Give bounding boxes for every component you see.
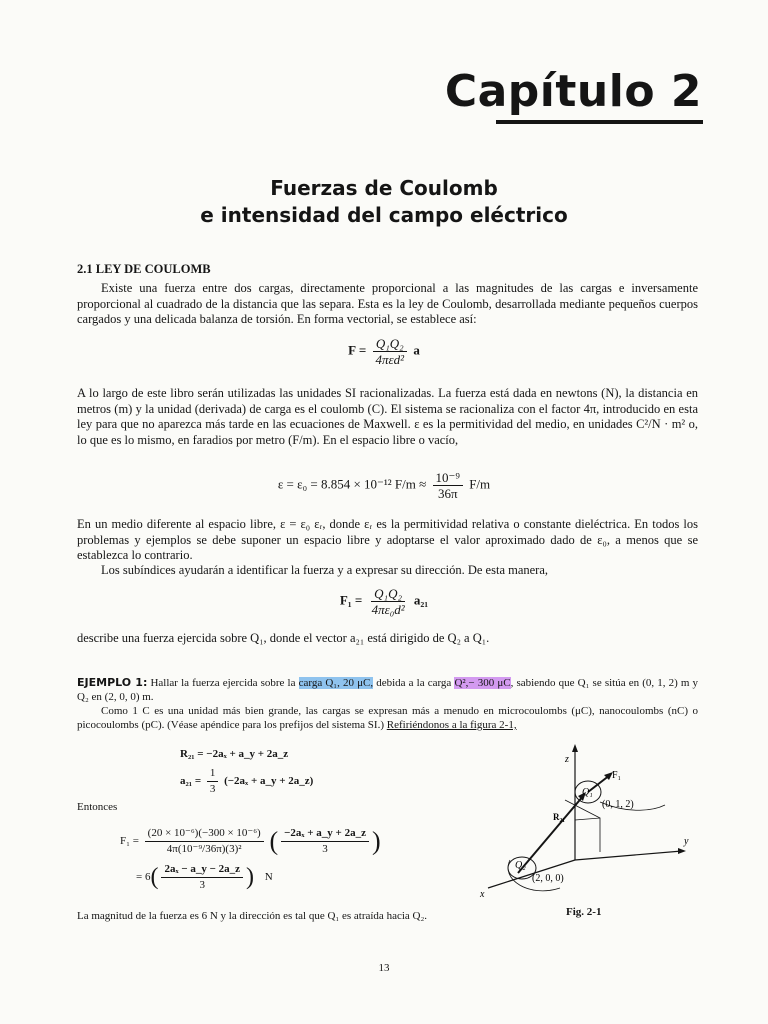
figure-caption: Fig. 2-1 [566,906,602,918]
equation-f1-result: = 6( $\frac{\text{2aₓ − a\_y − 2a\_z}}{3}$ ) N [136,863,273,891]
point2-label: (2, 0, 0) [532,873,564,884]
section-heading: 2.1 LEY DE COULOMB [77,262,211,276]
a21-lhs: a₂₁ = [180,775,202,788]
eq1-fraction [373,336,408,367]
equation-f1-value: F₁ = $\frac{\text{(20 × 10⁻⁶)(−300 × 10⁻⁶)}}{\text{4π(10⁻⁹/36π)(3)²}}$ ( $\frac{\text{−2aₓ + a\_y + 2a\_z}}{3}$ ) [120,826,381,856]
x-label: x [480,889,485,900]
equation-r21 [180,748,288,760]
q2-label: Q₂ [515,860,526,871]
eq3-rhs: a₂₁ [413,592,429,608]
eq1-rhs: a [413,342,420,358]
eq1-denominator: 4πεd² [375,352,405,367]
example-text-b: debida a la carga [376,677,452,689]
y-axis-arrow [678,848,686,854]
z-label: z [565,754,569,765]
figure-2-1-diagram [470,740,720,900]
f2-fraction [161,862,243,893]
eq3-fraction [369,586,408,617]
equation-coulomb-force [0,336,768,367]
chapter-rule [496,120,703,124]
eq2-denominator: 36π [437,486,458,501]
eq3-numerator: Q₁Q₂ [371,586,405,602]
f1-fraction [145,826,264,857]
f2-num: 2aₓ − a_y − 2a_z [161,862,243,878]
z-axis-arrow [572,744,578,752]
q1-guide [565,800,600,818]
q1-label: Q₁ [582,787,593,798]
f2-den: 3 [199,879,205,891]
f1-vnum: −2aₓ + a_y + 2a_z [281,826,369,842]
example-units-text: Como 1 C es una unidad más bien grande, las cargas se expresan más a menudo en microcoulombs (μC), nanocoulombs (nC) o picocoulombs (pC). (Véase apéndice para los prefijos del sistema SI.) [77,705,698,731]
eq2-fraction [433,470,463,501]
f1-label: F₁ [612,770,622,781]
equation-permittivity [0,470,768,501]
example-paragraph-units [77,704,698,732]
equation-a21 [180,766,313,797]
r21-expression: R₂₁ = −2aₓ + a_y + 2a_z [180,748,289,760]
eq1-numerator: Q₁Q₂ [373,336,407,352]
example-label: EJEMPLO 1: [77,676,148,689]
a21-fraction [207,766,219,797]
eq2-rhs: F/m [469,476,491,492]
q1-projection [575,818,600,852]
f1-vector-fraction [281,826,369,857]
r21-label: R₂₁ [553,812,565,822]
a21-rhs: (−2aₓ + a_y + 2a_z) [224,775,314,788]
paragraph-relative-permittivity: En un medio diferente al espacio libre, ε = ε₀ εᵣ, donde εᵣ es la permitividad relativa o constante dieléctrica. En todos los problemas y ejemplos se debe suponer un espacio libre y adoptarse el valor aproximado dado de ε₀, a menos que se establezca lo contrario. [77,517,698,562]
figure-reference: Refiriéndonos a la figura 2-1, [386,719,517,731]
a21-num: 1 [207,766,219,782]
equation-force-f1 [0,586,768,617]
f1-vden: 3 [322,843,328,855]
paragraph-subscripts: Los subíndices ayudarán a identificar la fuerza y a expresar su dirección. De esta manera, [101,563,549,577]
eq2-numerator: 10⁻⁹ [433,470,463,486]
f2-unit: N [264,871,273,884]
label-entonces: Entonces [77,801,118,813]
highlight-charge-q1: carga Q₁, 20 μC, [298,677,374,689]
paragraph-force-direction: describe una fuerza ejercida sobre Q₁, donde el vector a₂₁ está dirigido de Q₂ a Q₁. [77,631,490,645]
f1-num: (20 × 10⁻⁶)(−300 × 10⁻⁶) [145,826,264,842]
r21-vector [518,795,584,873]
example-text-a: Hallar la fuerza ejercida sobre la [150,677,296,689]
y-axis [575,851,682,860]
f2-lhs: = 6 [136,871,151,884]
a21-den: 3 [209,783,216,795]
eq1-lhs: F = [348,342,367,358]
paragraph-si-units: A lo largo de este libro serán utilizadas las unidades SI racionalizadas. La fuerza está dada en newtons (N), la distancia en metros (m) y la unidad (derivada) de carga es el coulomb (C). El sistema se racionaliza con el factor 4π, introducido en esta ley para que no aparezca más tarde en las ecuaciones de Maxwell. ε es la permitividad del medio, en unidades C²/N · m² o, lo que es lo mismo, en faradios por metro (F/m). En el espacio libre o vacío, [77,386,698,447]
eq3-lhs: F₁ = [339,592,363,608]
example-statement [77,676,698,704]
eq3-denominator: 4πε₀d² [371,602,405,617]
f1-den: 4π(10⁻⁹/36π)(3)² [166,843,242,855]
page-number: 13 [378,962,390,974]
highlight-charge-q2: Q²,− 300 μC [454,677,511,689]
chapter-title-line1: Fuerzas de Coulomb [270,176,498,200]
eq2-lhs: ε = ε₀ = 8.854 × 10⁻¹² F/m ≈ [277,476,427,492]
example-text-c: , sabiendo que Q₁ se sitúa en (0, 1, 2) m y Q₂ en (2, 0, 0) m. [77,677,699,703]
f1-lhs: F₁ = [120,835,139,848]
paragraph-coulomb-law: Existe una fuerza entre dos cargas, directamente proporcional a las magnitudes de las cargas e inversamente proporcional al cuadrado de la distancia que las separa. Esta es la ley de Coulomb, desarrollada mediante pequeños cuerpos cargados y una delicada balanza de torsión. En forma vectorial, se establece así: [77,281,698,326]
chapter-heading: Capítulo 2 [444,66,702,117]
example-conclusion: La magnitud de la fuerza es 6 N y la dirección es tal que Q₁ es atraída hacia Q₂. [77,910,428,922]
point1-label: (0, 1, 2) [602,799,634,810]
y-label: y [684,836,689,847]
chapter-title-line2: e intensidad del campo eléctrico [200,203,568,227]
